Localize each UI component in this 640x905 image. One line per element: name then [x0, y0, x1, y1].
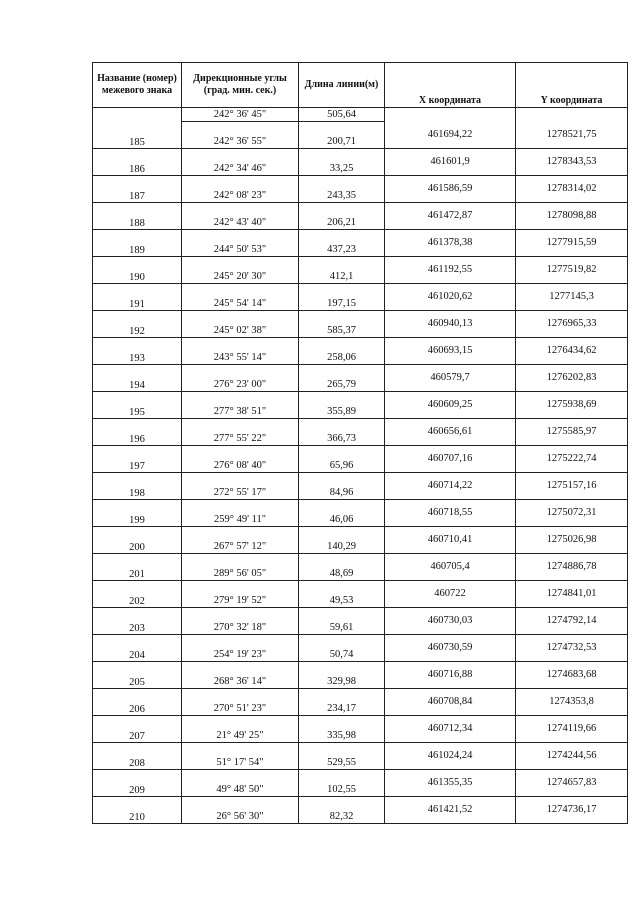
- empty-cell: [299, 688, 385, 702]
- point-row: [93, 310, 628, 324]
- header-y: Y координата: [516, 63, 628, 108]
- y-coordinate: 1278314,02: [516, 175, 628, 202]
- empty-cell: [299, 742, 385, 756]
- direction-angle: 270° 51' 23": [182, 702, 299, 716]
- empty-cell: [299, 283, 385, 297]
- line-length: 65,96: [299, 459, 385, 473]
- y-coordinate: 1275222,74: [516, 445, 628, 472]
- empty-cell: [182, 364, 299, 378]
- point-row: [93, 580, 628, 594]
- empty-cell: [182, 121, 299, 135]
- empty-cell: [299, 661, 385, 675]
- line-length: 33,25: [299, 162, 385, 176]
- direction-angle: 270° 32' 18": [182, 621, 299, 635]
- empty-cell: [93, 108, 182, 122]
- direction-angle: 276° 08' 40": [182, 459, 299, 473]
- boundary-coordinates-table: [92, 62, 628, 824]
- line-length: 48,69: [299, 567, 385, 581]
- line-length: 329,98: [299, 675, 385, 689]
- x-coordinate: 460716,88: [385, 661, 516, 688]
- point-name: 209: [93, 769, 182, 796]
- empty-cell: [182, 499, 299, 513]
- empty-cell: [182, 391, 299, 405]
- point-name: 198: [93, 472, 182, 499]
- point-name: 193: [93, 337, 182, 364]
- line-length: 102,55: [299, 783, 385, 797]
- point-name: 205: [93, 661, 182, 688]
- x-coordinate: 460705,4: [385, 553, 516, 580]
- header-x: Х координата: [385, 63, 516, 108]
- y-coordinate: 1277145,3: [516, 283, 628, 310]
- point-row: [93, 472, 628, 486]
- line-length: 366,73: [299, 432, 385, 446]
- line-length: 243,35: [299, 189, 385, 203]
- x-coordinate: 460693,15: [385, 337, 516, 364]
- x-coordinate: 460609,25: [385, 391, 516, 418]
- point-name: 210: [93, 796, 182, 823]
- direction-angle: 254° 19' 23": [182, 648, 299, 662]
- empty-cell: [182, 553, 299, 567]
- point-name: 192: [93, 310, 182, 337]
- line-length: 234,17: [299, 702, 385, 716]
- point-row: [93, 391, 628, 405]
- empty-cell: [182, 472, 299, 486]
- line-length: 355,89: [299, 405, 385, 419]
- point-name: 201: [93, 553, 182, 580]
- point-name: 194: [93, 364, 182, 391]
- y-coordinate: 1274119,66: [516, 715, 628, 742]
- y-coordinate: 1276202,83: [516, 364, 628, 391]
- direction-angle: 289° 56' 05": [182, 567, 299, 581]
- header-row: [93, 63, 628, 108]
- line-length: 585,37: [299, 324, 385, 338]
- empty-cell: [299, 634, 385, 648]
- empty-cell: [299, 256, 385, 270]
- empty-cell: [299, 310, 385, 324]
- empty-cell: [299, 202, 385, 216]
- empty-cell: [299, 499, 385, 513]
- empty-cell: [182, 742, 299, 756]
- x-coordinate: 461378,38: [385, 229, 516, 256]
- empty-cell: [182, 634, 299, 648]
- direction-angle: 242° 43' 40": [182, 216, 299, 230]
- y-coordinate: 1278343,53: [516, 148, 628, 175]
- x-coordinate: 460710,41: [385, 526, 516, 553]
- point-row: [93, 769, 628, 783]
- empty-cell: [385, 108, 516, 122]
- direction-angle: 259° 49' 11": [182, 513, 299, 527]
- point-row: [93, 499, 628, 513]
- point-row: [93, 715, 628, 729]
- point-row: [93, 607, 628, 621]
- empty-cell: [516, 108, 628, 122]
- x-coordinate: 460708,84: [385, 688, 516, 715]
- y-coordinate: 1274886,78: [516, 553, 628, 580]
- y-coordinate: 1275938,69: [516, 391, 628, 418]
- point-name: 189: [93, 229, 182, 256]
- y-coordinate: 1275157,16: [516, 472, 628, 499]
- x-coordinate: 460940,13: [385, 310, 516, 337]
- empty-cell: [299, 715, 385, 729]
- line-length: 258,06: [299, 351, 385, 365]
- empty-cell: [299, 364, 385, 378]
- direction-angle: 242° 36' 55": [182, 135, 299, 149]
- x-coordinate: 460579,7: [385, 364, 516, 391]
- y-coordinate: 1277519,82: [516, 256, 628, 283]
- direction-angle: 277° 55' 22": [182, 432, 299, 446]
- header-angle: Дирекционные углы (град. мин. сек.): [182, 63, 299, 108]
- empty-cell: [182, 175, 299, 189]
- y-coordinate: 1274683,68: [516, 661, 628, 688]
- direction-angle: 51° 17' 54": [182, 756, 299, 770]
- header-name: Название (номер) межевого знака: [93, 63, 182, 108]
- x-coordinate: 460712,34: [385, 715, 516, 742]
- empty-cell: [182, 256, 299, 270]
- empty-cell: [182, 310, 299, 324]
- x-coordinate: 461020,62: [385, 283, 516, 310]
- y-coordinate: 1276965,33: [516, 310, 628, 337]
- direction-angle: 242° 36' 45": [182, 108, 299, 122]
- y-coordinate: 1274736,17: [516, 796, 628, 823]
- empty-cell: [299, 607, 385, 621]
- direction-angle: 267° 57' 12": [182, 540, 299, 554]
- line-length: 265,79: [299, 378, 385, 392]
- line-length: 437,23: [299, 243, 385, 257]
- point-row: [93, 661, 628, 675]
- empty-cell: [299, 580, 385, 594]
- x-coordinate: 461192,55: [385, 256, 516, 283]
- point-name: 191: [93, 283, 182, 310]
- empty-cell: [182, 715, 299, 729]
- point-name: 202: [93, 580, 182, 607]
- y-coordinate: 1275072,31: [516, 499, 628, 526]
- line-length: 206,21: [299, 216, 385, 230]
- empty-cell: [299, 148, 385, 162]
- point-row: [93, 418, 628, 432]
- direction-angle: 272° 55' 17": [182, 486, 299, 500]
- x-coordinate: 460707,16: [385, 445, 516, 472]
- point-name: 196: [93, 418, 182, 445]
- point-row: [93, 283, 628, 297]
- line-length: 197,15: [299, 297, 385, 311]
- line-length: 82,32: [299, 810, 385, 824]
- empty-cell: [299, 337, 385, 351]
- point-name: 203: [93, 607, 182, 634]
- x-coordinate: 461355,35: [385, 769, 516, 796]
- x-coordinate: 461586,59: [385, 175, 516, 202]
- point-name: 206: [93, 688, 182, 715]
- empty-cell: [182, 283, 299, 297]
- empty-cell: [182, 337, 299, 351]
- point-name: 208: [93, 742, 182, 769]
- y-coordinate: 1275585,97: [516, 418, 628, 445]
- y-coordinate: 1274792,14: [516, 607, 628, 634]
- x-coordinate: 461472,87: [385, 202, 516, 229]
- direction-angle: 279° 19' 52": [182, 594, 299, 608]
- empty-cell: [299, 445, 385, 459]
- x-coordinate: 460718,55: [385, 499, 516, 526]
- y-coordinate: 1276434,62: [516, 337, 628, 364]
- empty-cell: [182, 769, 299, 783]
- direction-angle: 21° 49' 25": [182, 729, 299, 743]
- empty-cell: [182, 580, 299, 594]
- point-name: 187: [93, 175, 182, 202]
- empty-cell: [299, 796, 385, 810]
- empty-cell: [299, 526, 385, 540]
- direction-angle: 245° 54' 14": [182, 297, 299, 311]
- line-length: 412,1: [299, 270, 385, 284]
- point-row: [93, 364, 628, 378]
- point-row: [93, 634, 628, 648]
- y-coordinate: 1274244,56: [516, 742, 628, 769]
- x-coordinate: 460730,59: [385, 634, 516, 661]
- line-length: 46,06: [299, 513, 385, 527]
- direction-angle: 268° 36' 14": [182, 675, 299, 689]
- point-name: 190: [93, 256, 182, 283]
- empty-cell: [299, 229, 385, 243]
- y-coordinate: 1274732,53: [516, 634, 628, 661]
- x-coordinate: 461694,22: [385, 121, 516, 148]
- line-length: 505,64: [299, 108, 385, 122]
- x-coordinate: 460714,22: [385, 472, 516, 499]
- x-coordinate: 461601,9: [385, 148, 516, 175]
- line-length: 50,74: [299, 648, 385, 662]
- y-coordinate: 1274841,01: [516, 580, 628, 607]
- line-length: 49,53: [299, 594, 385, 608]
- x-coordinate: 460656,61: [385, 418, 516, 445]
- empty-cell: [299, 418, 385, 432]
- x-coordinate: 460722: [385, 580, 516, 607]
- empty-cell: [182, 526, 299, 540]
- direction-angle: 49° 48' 50": [182, 783, 299, 797]
- point-row: [93, 229, 628, 243]
- empty-cell: [182, 418, 299, 432]
- line-length: 140,29: [299, 540, 385, 554]
- point-name: 207: [93, 715, 182, 742]
- point-name: 200: [93, 526, 182, 553]
- point-row: [93, 175, 628, 189]
- header-length: Длина линии(м): [299, 63, 385, 108]
- empty-cell: [299, 769, 385, 783]
- empty-cell: [182, 148, 299, 162]
- point-name: 204: [93, 634, 182, 661]
- empty-cell: [182, 661, 299, 675]
- empty-cell: [182, 796, 299, 810]
- direction-angle: 245° 02' 38": [182, 324, 299, 338]
- empty-cell: [299, 553, 385, 567]
- point-name: 197: [93, 445, 182, 472]
- empty-cell: [299, 391, 385, 405]
- empty-cell: [182, 202, 299, 216]
- point-row: [93, 202, 628, 216]
- empty-cell: [182, 445, 299, 459]
- point-row: [93, 445, 628, 459]
- point-row: [93, 337, 628, 351]
- y-coordinate: 1275026,98: [516, 526, 628, 553]
- point-row: [93, 256, 628, 270]
- point-row: [93, 553, 628, 567]
- segment-row: [93, 108, 628, 122]
- direction-angle: 245° 20' 30": [182, 270, 299, 284]
- point-name: 185: [93, 121, 182, 148]
- y-coordinate: 1278098,88: [516, 202, 628, 229]
- empty-cell: [182, 607, 299, 621]
- y-coordinate: 1274657,83: [516, 769, 628, 796]
- line-length: 84,96: [299, 486, 385, 500]
- line-length: 529,55: [299, 756, 385, 770]
- point-name: 186: [93, 148, 182, 175]
- y-coordinate: 1277915,59: [516, 229, 628, 256]
- y-coordinate: 1274353,8: [516, 688, 628, 715]
- direction-angle: 244° 50' 53": [182, 243, 299, 257]
- empty-cell: [182, 688, 299, 702]
- direction-angle: 242° 08' 23": [182, 189, 299, 203]
- point-name: 199: [93, 499, 182, 526]
- point-row: [93, 121, 628, 135]
- direction-angle: 243° 55' 14": [182, 351, 299, 365]
- point-row: [93, 526, 628, 540]
- point-row: [93, 148, 628, 162]
- point-row: [93, 742, 628, 756]
- empty-cell: [299, 472, 385, 486]
- empty-cell: [299, 175, 385, 189]
- line-length: 200,71: [299, 135, 385, 149]
- x-coordinate: 460730,03: [385, 607, 516, 634]
- x-coordinate: 461421,52: [385, 796, 516, 823]
- point-row: [93, 796, 628, 810]
- x-coordinate: 461024,24: [385, 742, 516, 769]
- line-length: 335,98: [299, 729, 385, 743]
- point-name: 188: [93, 202, 182, 229]
- point-row: [93, 688, 628, 702]
- direction-angle: 242° 34' 46": [182, 162, 299, 176]
- line-length: 59,61: [299, 621, 385, 635]
- direction-angle: 277° 38' 51": [182, 405, 299, 419]
- empty-cell: [182, 229, 299, 243]
- empty-cell: [299, 121, 385, 135]
- point-name: 195: [93, 391, 182, 418]
- direction-angle: 26° 56' 30": [182, 810, 299, 824]
- direction-angle: 276° 23' 00": [182, 378, 299, 392]
- y-coordinate: 1278521,75: [516, 121, 628, 148]
